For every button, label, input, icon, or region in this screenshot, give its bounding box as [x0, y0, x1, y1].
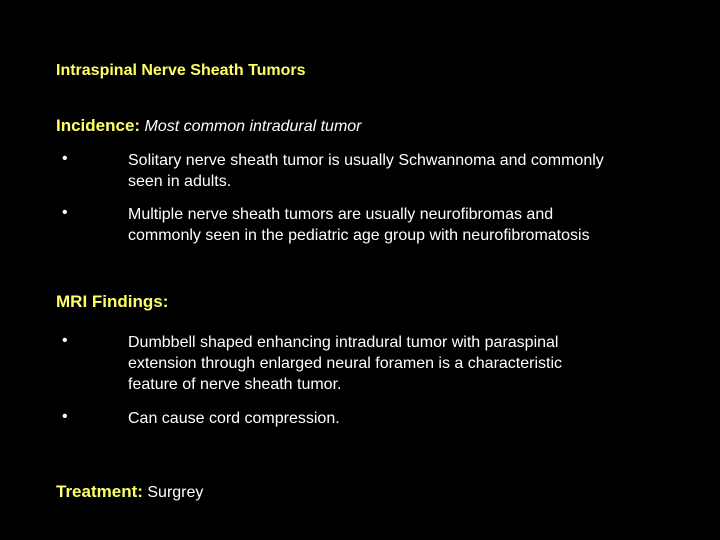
bullet-line: Dumbbell shaped enhancing intradural tumor with paraspinal [128, 334, 559, 351]
mri-findings-line [56, 292, 168, 312]
incidence-label: Incidence: [56, 116, 141, 135]
mri-bullet-1-symbol: • [62, 332, 68, 349]
slide-title: Intraspinal Nerve Sheath Tumors [56, 62, 306, 79]
bullet-line: Solitary nerve sheath tumor is usually Schwannoma and commonly [128, 152, 604, 169]
incidence-bullet-1-text [128, 150, 688, 192]
incidence-text: Most common intradural tumor [144, 118, 362, 135]
incidence-line [56, 116, 362, 136]
treatment-line [56, 482, 203, 502]
mri-findings-label: MRI Findings: [56, 292, 169, 311]
bullet-line: extension through enlarged neural foramen is a characteristic [128, 355, 563, 372]
bullet-line: seen in adults. [128, 173, 232, 190]
bullet-line: Can cause cord compression. [128, 410, 340, 427]
treatment-label: Treatment: [56, 482, 143, 501]
treatment-text: Surgrey [147, 484, 204, 501]
incidence-bullet-2-text [128, 204, 688, 246]
incidence-bullet-1-symbol: • [62, 150, 68, 167]
bullet-line: feature of nerve sheath tumor. [128, 376, 342, 393]
mri-bullet-1-text [128, 332, 688, 395]
bullet-line: commonly seen in the pediatric age group with neurofibromatosis [128, 227, 590, 244]
incidence-bullet-2-symbol: • [62, 204, 68, 221]
bullet-line: Multiple nerve sheath tumors are usually neurofibromas and [128, 206, 554, 223]
mri-bullet-2-text [128, 408, 688, 429]
mri-bullet-2-symbol: • [62, 408, 68, 425]
